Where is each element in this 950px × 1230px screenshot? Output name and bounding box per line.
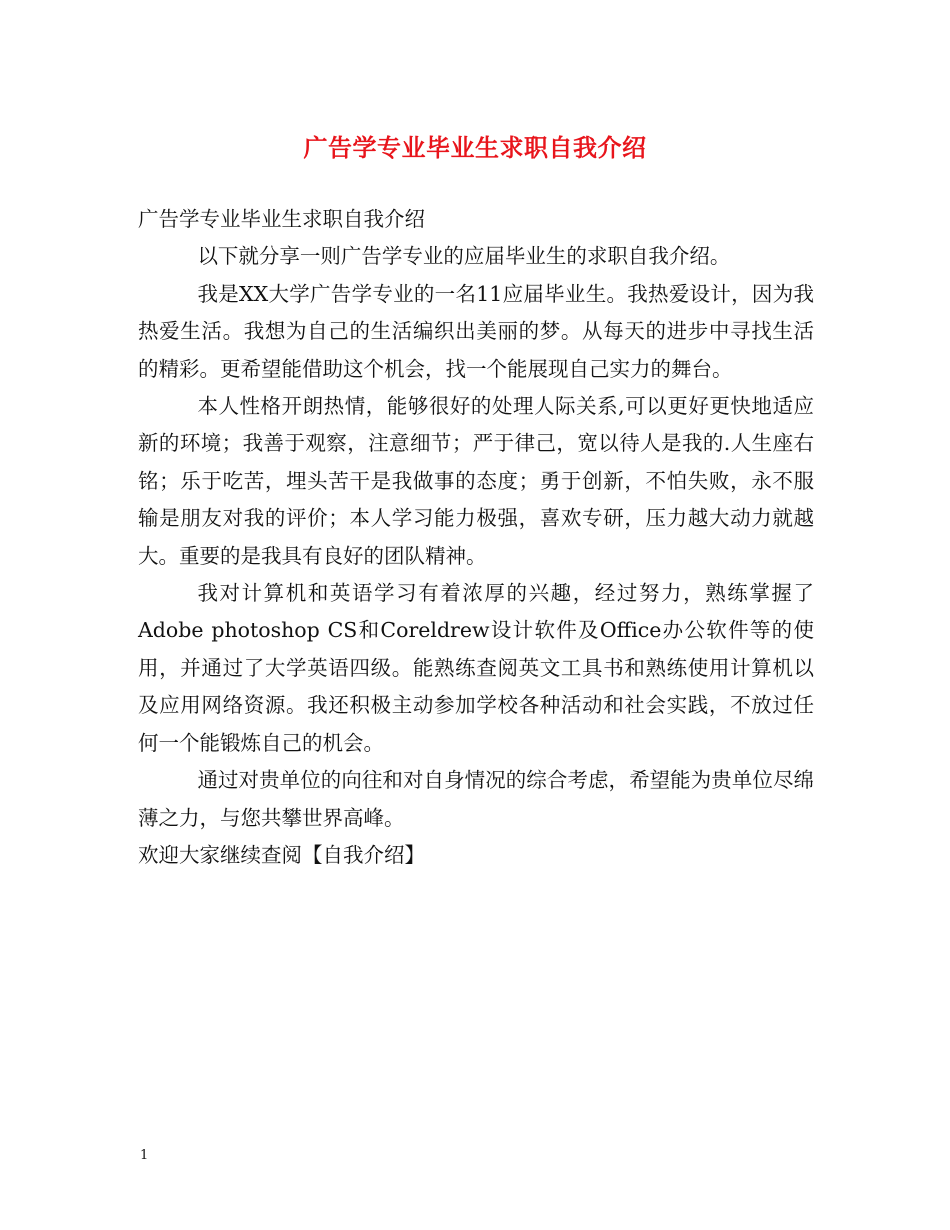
- paragraph-background: 我是XX大学广告学专业的一名11应届毕业生。我热爱设计，因为我热爱生活。我想为自己的生活编织出美丽的梦。从每天的进步中寻找生活的精彩。更希望能借助这个机会，找一个能展现自己实力的舞台。: [138, 281, 814, 381]
- heading-line: 广告学专业毕业生求职自我介绍: [138, 207, 425, 231]
- paragraph-skills: 我对计算机和英语学习有着浓厚的兴趣，经过努力，熟练掌握了Adobe photoshop CS和Coreldrew设计软件及Office办公软件等的使用，并通过了大学英语四级。能熟练查阅英文工具书和熟练使用计算机以及应用网络资源。我还积极主动参加学校各种活动和社会实践，不放过任何一个能锻炼自己的机会。: [138, 581, 814, 755]
- paragraph-personality: 本人性格开朗热情，能够很好的处理人际关系,可以更好更快地适应新的环境；我善于观察，注意细节；严于律己，宽以待人是我的.人生座右铭；乐于吃苦，埋头苦干是我做事的态度；勇于创新，不怕失败，永不服输是朋友对我的评价；本人学习能力极强，喜欢专研，压力越大动力就越大。重要的是我具有良好的团队精神。: [138, 394, 814, 568]
- closing-line: 欢迎大家继续查阅【自我介绍】: [138, 842, 425, 867]
- paragraph-intro: 以下就分享一则广告学专业的应届毕业生的求职自我介绍。: [197, 244, 731, 269]
- page-title: 广告学专业毕业生求职自我介绍: [303, 133, 647, 162]
- page-number: 1: [140, 1148, 149, 1163]
- paragraph-conclusion: 通过对贵单位的向往和对自身情况的综合考虑，希望能为贵单位尽绵薄之力，与您共攀世界高峰。: [138, 768, 814, 830]
- document-body: [138, 201, 814, 874]
